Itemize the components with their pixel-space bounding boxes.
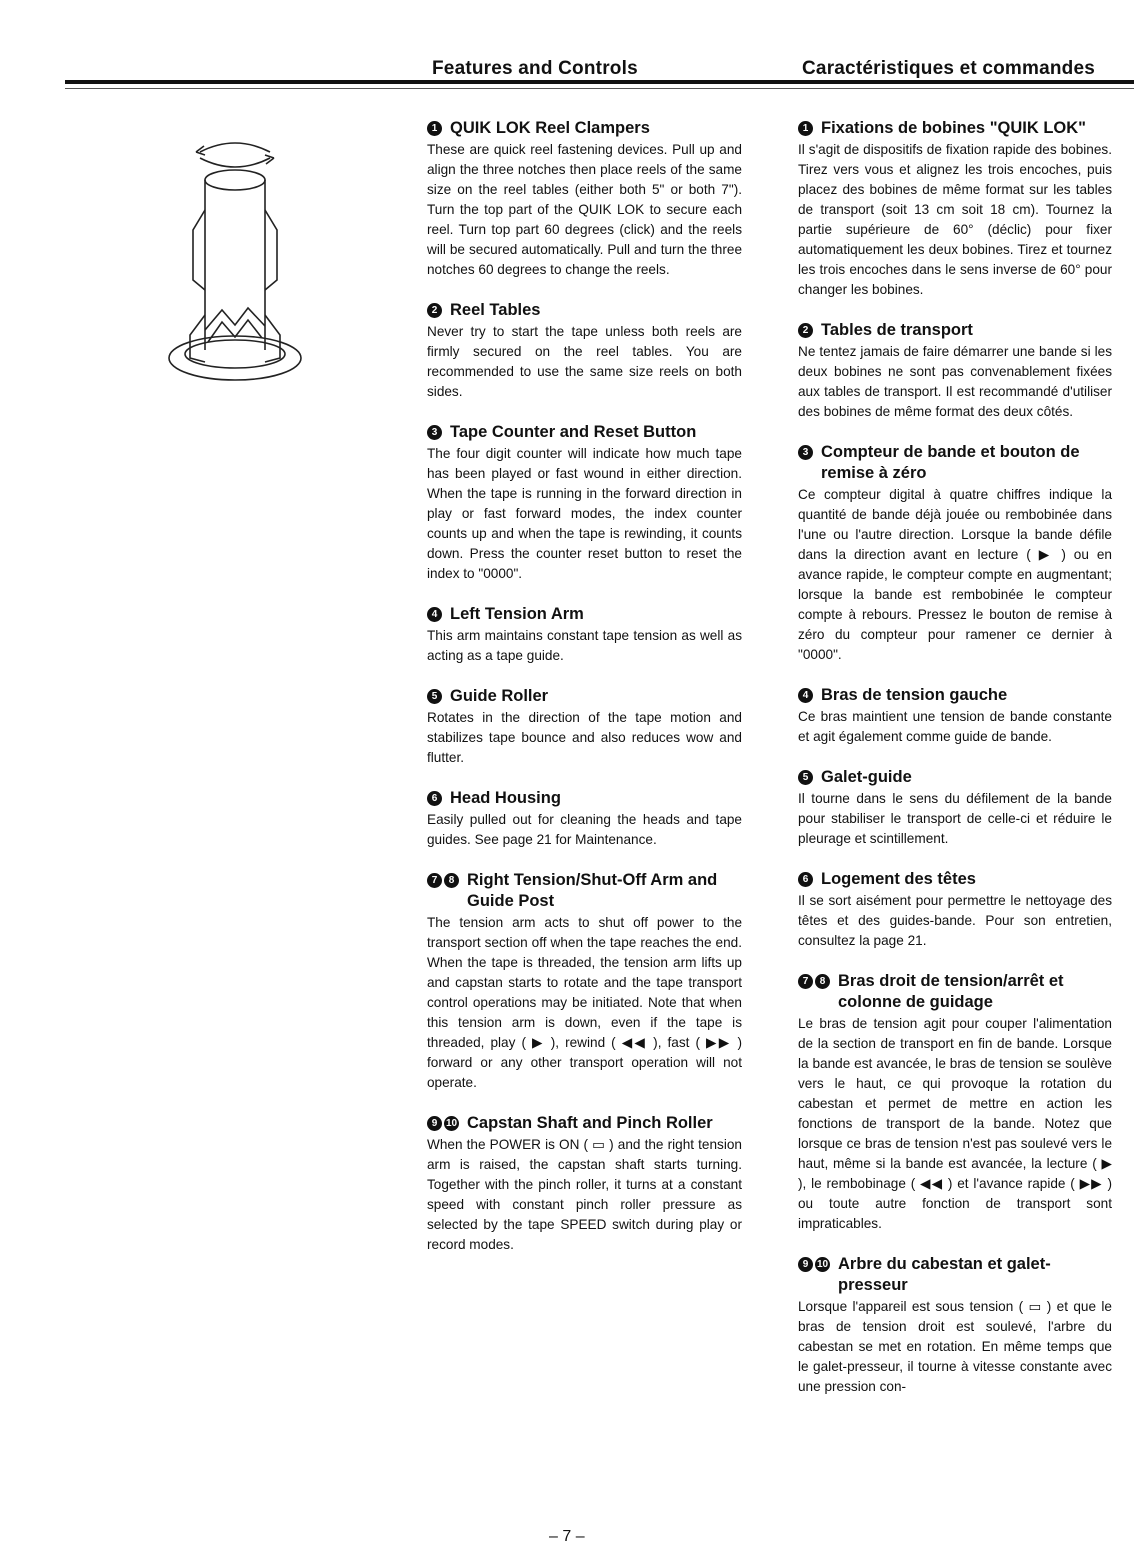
section-quik-lok <box>427 118 742 280</box>
section-number-marks <box>798 869 813 887</box>
callout-number: 5 <box>798 770 813 785</box>
section-logement-tetes <box>798 869 1112 951</box>
section-capstan-shaft <box>427 1113 742 1255</box>
callout-number: 10 <box>816 1259 829 1270</box>
section-title: Capstan Shaft and Pinch Roller <box>467 1114 713 1132</box>
section-title: Tape Counter and Reset Button <box>450 423 697 441</box>
callout-number: 9 <box>427 1116 442 1131</box>
section-body: Never try to start the tape unless both reels are firmly secured on the reel tables. You are recommended to use the same size reels on both sides. <box>427 324 742 399</box>
section-body: Easily pulled out for cleaning the heads and tape guides. See page 21 for Maintenance. <box>427 812 742 847</box>
section-title: Compteur de bande et bouton de remise à zéro <box>821 443 1080 482</box>
section-title: Fixations de bobines "QUIK LOK" <box>821 119 1086 137</box>
section-body: Il tourne dans le sens du défilement de la bande pour stabiliser le transport de celle-ci et réduire le pleurage et scintillement. <box>798 791 1112 846</box>
quik-lok-clamper-illustration <box>160 130 310 390</box>
section-title: Tables de transport <box>821 321 973 339</box>
section-number-marks <box>427 870 459 888</box>
section-title: Right Tension/Shut-Off Arm and Guide Post <box>467 871 718 910</box>
callout-number: 4 <box>427 607 442 622</box>
french-column <box>798 118 1112 1417</box>
section-number-marks <box>427 604 442 622</box>
section-title: Logement des têtes <box>821 870 976 888</box>
section-body: The four digit counter will indicate how much tape has been played or fast wound in either direction. When the tape is running in the forward direction in play or fast forward modes, the index counter counts up and when the tape is rewinding, it counts down. Press the counter reset button to reset the index to "0000". <box>427 446 742 581</box>
section-body: Le bras de tension agit pour couper l'alimentation de la section de transport en fin de bande. Lorsque la bande est avancée, le bras de tension se soulève vers le haut, ce qui provoque la rotation du cabestan et permet de mettre en action les fonctions de transport de la bande. Notez que lorsque ce bras de tension n'est pas soulevé vers le haut, même si la bande est avancée, la lecture ( ▶ ), le rembobinage ( ◀◀ ) et l'avance rapide ( ▶▶ ) ou toute autre fonction de transport sont impraticables. <box>798 1016 1112 1231</box>
section-title: Galet-guide <box>821 768 912 786</box>
section-body: These are quick reel fastening devices. Pull up and align the three notches then place reels of the same size on the reel tables (either both 5" or both 7"). Turn the top part of the QUIK LOK to secure each reel. Turn top part 60 degrees (click) and the reels will be secured automatically. Pull and turn the three notches 60 degrees to change the reels. <box>427 142 742 277</box>
callout-number: 7 <box>798 974 813 989</box>
section-title: Arbre du cabestan et galet-presseur <box>838 1255 1051 1294</box>
section-title: Head Housing <box>450 789 561 807</box>
callout-number: 5 <box>427 689 442 704</box>
callout-number: 3 <box>427 425 442 440</box>
section-bras-tension-gauche <box>798 685 1112 747</box>
header-title-english: Features and Controls <box>432 58 638 79</box>
section-body: Ce compteur digital à quatre chiffres indique la quantité de bande déjà jouée ou rembobinée dans l'une ou l'autre direction. Lorsque la bande défile dans la direction avant en lecture ( ▶ ) ou en avance rapide, le compteur compte en augmentant; lorsque la bande est rembobinée le compteur compte à rebours. Pressez le bouton de remise à zéro du compteur pour ramener ce dernier à "0000". <box>798 487 1112 662</box>
header-rule <box>65 80 1134 84</box>
section-tape-counter <box>427 422 742 584</box>
callout-number: 2 <box>798 323 813 338</box>
section-fixations-bobines <box>798 118 1112 300</box>
callout-number: 6 <box>427 791 442 806</box>
section-compteur <box>798 442 1112 665</box>
section-number-marks <box>427 686 442 704</box>
section-title: QUIK LOK Reel Clampers <box>450 119 650 137</box>
section-number-marks <box>427 118 442 136</box>
section-reel-tables <box>427 300 742 402</box>
section-bras-droit <box>798 971 1112 1234</box>
section-body: Il s'agit de dispositifs de fixation rapide des bobines. Tirez vers vous et alignez les trois encoches, puis placez des bobines de même format sur les tables de transport (soit 13 cm soit 18 cm). Tournez la partie supérieure de 60° (déclic) pour fixer automatiquement les deux bobines. Tirez et tournez les trois encoches dans le sens inverse de 60° pour changer les bobines. <box>798 142 1112 297</box>
section-number-marks <box>798 1254 830 1272</box>
callout-number: 2 <box>427 303 442 318</box>
section-tables-transport <box>798 320 1112 422</box>
section-number-marks <box>427 422 442 440</box>
section-right-tension-arm <box>427 870 742 1093</box>
callout-number: 7 <box>427 873 442 888</box>
callout-number: 3 <box>798 445 813 460</box>
section-galet-guide <box>798 767 1112 849</box>
section-title: Bras de tension gauche <box>821 686 1008 704</box>
section-number-marks <box>427 788 442 806</box>
section-number-marks <box>798 118 813 136</box>
section-title: Bras droit de tension/arrêt et colonne de guidage <box>838 972 1064 1011</box>
callout-number: 8 <box>444 873 459 888</box>
section-body: The tension arm acts to shut off power to the transport section off when the tape reaches the end. When the tape is threaded, the tension arm lifts up and capstan starts to rotate and the tape transport control operations may be initiated. Note that when this tension arm is down, even if the tape is threaded, play ( ▶ ), rewind ( ◀◀ ), fast ( ▶▶ ) forward or any other transport operation will not operate. <box>427 915 742 1090</box>
callout-number: 1 <box>427 121 442 136</box>
header-rule-thin <box>65 88 1134 89</box>
callout-number: 8 <box>815 974 830 989</box>
section-title: Reel Tables <box>450 301 541 319</box>
section-body: When the POWER is ON ( ▭ ) and the right tension arm is raised, the capstan shaft starts turning. Together with the pinch roller, it turns at a constant speed with constant pinch roller pressure as selected by the tape SPEED switch during play or record modes. <box>427 1137 742 1252</box>
callout-number: 1 <box>798 121 813 136</box>
section-body: This arm maintains constant tape tension as well as acting as a tape guide. <box>427 628 742 663</box>
callout-number: 10 <box>445 1118 458 1129</box>
section-body: Il se sort aisément pour permettre le nettoyage des têtes et des guides-bande. Pour son entretien, consultez la page 21. <box>798 893 1112 948</box>
section-body: Ce bras maintient une tension de bande constante et agit également comme guide de bande. <box>798 709 1112 744</box>
section-body: Lorsque l'appareil est sous tension ( ▭ ) et que le bras de tension droit est soulevé, l'arbre du cabestan se met en rotation. En même temps que le galet-presseur, il tourne à vitesse constante avec une pression con- <box>798 1299 1112 1394</box>
page-number: – 7 – <box>549 1528 585 1545</box>
section-number-marks <box>427 1113 459 1131</box>
section-head-housing <box>427 788 742 850</box>
section-title: Left Tension Arm <box>450 605 584 623</box>
section-number-marks <box>798 320 813 338</box>
callout-number: 9 <box>798 1257 813 1272</box>
english-column <box>427 118 742 1275</box>
section-number-marks <box>798 685 813 703</box>
section-left-tension-arm <box>427 604 742 666</box>
section-body: Rotates in the direction of the tape motion and stabilizes tape bounce and also reduces wow and flutter. <box>427 710 742 765</box>
section-arbre-cabestan <box>798 1254 1112 1397</box>
section-number-marks <box>798 442 813 460</box>
section-number-marks <box>798 767 813 785</box>
section-title: Guide Roller <box>450 687 549 705</box>
header-title-french: Caractéristiques et commandes <box>802 58 1096 79</box>
callout-number: 4 <box>798 688 813 703</box>
section-number-marks <box>427 300 442 318</box>
callout-number: 6 <box>798 872 813 887</box>
section-body: Ne tentez jamais de faire démarrer une bande si les deux bobines ne sont pas convenablement fixées aux tables de transport. Il est recommandé d'utiliser des bobines de même format des deux côtés. <box>798 344 1112 419</box>
section-guide-roller <box>427 686 742 768</box>
section-number-marks <box>798 971 830 989</box>
